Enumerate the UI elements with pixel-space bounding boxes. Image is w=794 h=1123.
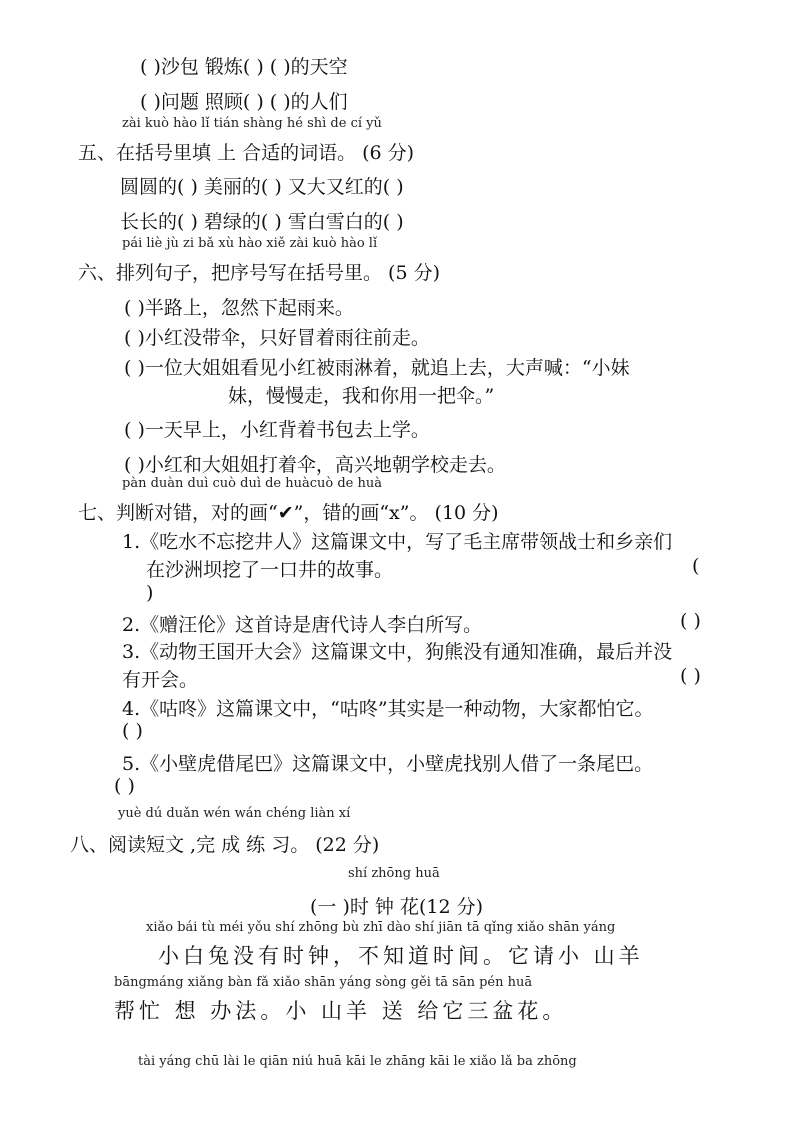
pinyin-section-8: yuè dú duǎn wén wán chéng liàn xí — [118, 806, 351, 821]
section-7-heading: 七、判断对错，对的画“✔”，错的画“x”。 (10 分) — [78, 502, 499, 524]
story-line-1: 小白兔没有时钟，不知道时间。它请小 山羊 — [158, 944, 644, 968]
judge-item-1: 1.《吃水不忘挖井人》这篇课文中，写了毛主席带领战士和乡亲们 — [122, 531, 673, 553]
section-8-heading: 八、阅读短文 ,完 成 练 习。 (22 分) — [70, 834, 380, 856]
section-5-heading: 五、在括号里填 上 合适的词语。 (6 分) — [78, 142, 415, 164]
story-title: (一 )时 钟 花(12 分) — [310, 896, 483, 918]
judge-item-3: 3.《动物王国开大会》这篇课文中，狗熊没有通知准确，最后并没 — [122, 641, 673, 663]
judge-item-3-cont: 有开会。 — [122, 669, 199, 691]
section-5-row-1: 圆圆的( ) 美丽的( ) 又大又红的( ) — [120, 176, 404, 198]
section-5-row-2: 长长的( ) 碧绿的( ) 雪白雪白的( ) — [120, 211, 404, 233]
pinyin-section-7: pàn duàn duì cuò duì de huàcuò de huà — [122, 476, 383, 491]
pinyin-section-5: zài kuò hào lǐ tián shàng hé shì de cí yǔ — [122, 116, 382, 131]
pinyin-story-line-2: bāngmáng xiǎng bàn fǎ xiǎo shān yáng sòng gěi tā sān pén huā — [114, 975, 533, 990]
judge-item-3-paren: ( ) — [680, 665, 701, 687]
sentence-item-1: ( )半路上，忽然下起雨来。 — [124, 297, 354, 319]
judge-item-2: 2.《赠汪伦》这首诗是唐代诗人李白所写。 — [122, 614, 483, 636]
pinyin-section-6: pái liè jù zi bǎ xù hào xiě zài kuò hào lǐ — [122, 236, 378, 251]
sentence-item-4: ( )一天早上，小红背着书包去上学。 — [124, 419, 430, 441]
judge-item-5: 5.《小壁虎借尾巴》这篇课文中，小壁虎找别人借了一条尾巴。 — [122, 753, 654, 775]
judge-item-5-paren: ( ) — [114, 775, 135, 797]
fill-blank-line-1: ( )沙包 锻炼( ) ( )的天空 — [140, 56, 348, 78]
section-6-heading: 六、排列句子，把序号写在括号里。 (5 分) — [78, 262, 440, 284]
sentence-item-3-cont: 妹，慢慢走，我和你用一把伞。” — [228, 385, 495, 407]
sentence-item-2: ( )小红没带伞，只好冒着雨往前走。 — [124, 327, 430, 349]
fill-blank-line-2: ( )问题 照顾( ) ( )的人们 — [140, 91, 348, 113]
judge-item-2-paren: ( ) — [680, 610, 701, 632]
judge-item-4-paren: ( ) — [122, 720, 143, 742]
judge-item-4: 4.《咕咚》这篇课文中，“咕咚”其实是一种动物，大家都怕它。 — [122, 698, 654, 720]
sentence-item-5: ( )小红和大姐姐打着伞，高兴地朝学校走去。 — [124, 454, 506, 476]
judge-item-1-paren-close: ) — [146, 582, 154, 604]
pinyin-story-line-3: tài yáng chū lài le qiān niú huā kāi le zhāng kāi le xiǎo lǎ ba zhōng — [138, 1054, 577, 1069]
story-line-2: 帮忙 想 办法。小 山羊 送 给它三盆花。 — [114, 999, 568, 1023]
pinyin-story-title: shí zhōng huā — [348, 866, 440, 881]
sentence-item-3: ( )一位大姐姐看见小红被雨淋着，就追上去，大声喊：“小妹 — [124, 357, 630, 379]
judge-item-1-paren-open: ( — [692, 555, 700, 577]
judge-item-1-cont: 在沙洲坝挖了一口井的故事。 — [146, 559, 394, 581]
pinyin-story-line-1: xiǎo bái tù méi yǒu shí zhōng bù zhī dào shí jiān tā qǐng xiǎo shān yáng — [146, 920, 616, 935]
